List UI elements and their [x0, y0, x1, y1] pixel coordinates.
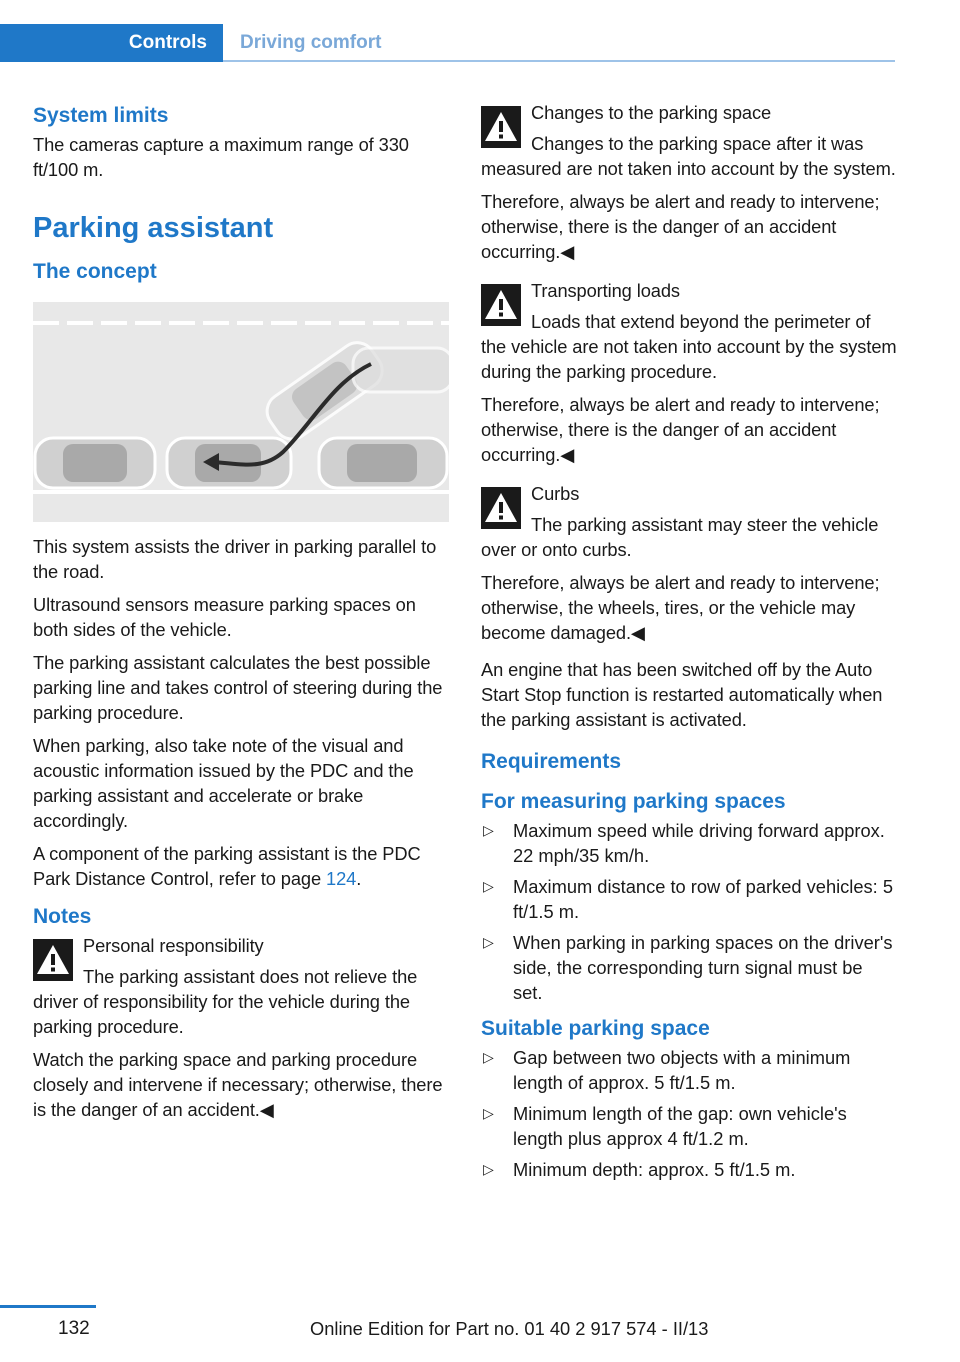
page-header: [0, 24, 895, 62]
warning-followup: Therefore, always be alert and ready to intervene; otherwise, there is the danger of an accident occurring.◀: [481, 394, 880, 465]
warning-changes-to-space: [481, 100, 897, 181]
list-item-text: Minimum depth: approx. 5 ft/1.5 m.: [513, 1159, 796, 1180]
list-item: [481, 1045, 897, 1095]
section-tab[interactable]: Driving comfort: [240, 32, 382, 53]
right-column: [481, 100, 897, 1190]
measuring-heading: For measuring parking spaces: [481, 790, 786, 813]
warning-triangle-icon: [481, 284, 521, 326]
parking-illustration: [33, 302, 449, 522]
header-rule: [223, 60, 895, 62]
page-link[interactable]: 124: [326, 868, 357, 889]
concept-paragraph-1: This system assists the driver in parking parallel to the road.: [33, 536, 437, 582]
system-limits-text: The cameras capture a maximum range of 330 ft/100 m.: [33, 134, 409, 180]
triangle-bullet-icon: ▷: [483, 1105, 494, 1121]
concept-paragraph-2: Ultrasound sensors measure parking spaces on both sides of the vehicle.: [33, 594, 416, 640]
warning-curbs: [481, 481, 897, 562]
list-item-text: Minimum length of the gap: own vehicle's length plus approx 4 ft/1.2 m.: [513, 1103, 847, 1149]
parking-assistant-heading: Parking assistant: [33, 212, 274, 244]
parked-car-right: [319, 438, 447, 488]
list-item: [481, 930, 897, 1005]
triangle-bullet-icon: ▷: [483, 1049, 494, 1065]
edition-text: Online Edition for Part no. 01 40 2 917 574 - II/13: [310, 1318, 709, 1339]
list-item-text: When parking in parking spaces on the driver's side, the corresponding turn signal must be set.: [513, 932, 893, 1003]
warning-title: Curbs: [531, 483, 580, 504]
list-item-text: Maximum speed while driving forward approx. 22 mph/35 km/h.: [513, 820, 885, 866]
suitable-list: [481, 1045, 897, 1182]
warning-text: The parking assistant does not relieve the driver of responsibility for the vehicle during the parking procedure.: [33, 966, 418, 1037]
pdc-reference-text: A component of the parking assistant is the PDC Park Distance Control, refer to page: [33, 843, 421, 889]
warning-text: Changes to the parking space after it was measured are not taken into account by the system.: [481, 133, 896, 179]
list-item-text: Maximum distance to row of parked vehicles: 5 ft/1.5 m.: [513, 876, 894, 922]
auto-start-stop-text: An engine that has been switched off by the Auto Start Stop function is restarted automatically when the parking assistant is activated.: [481, 659, 883, 730]
warning-title: Transporting loads: [531, 280, 680, 301]
warning-followup: Therefore, always be alert and ready to intervene; otherwise, there is the danger of an accident occurring.◀: [481, 191, 880, 262]
list-item: [481, 874, 897, 924]
pdc-reference-period: .: [356, 868, 362, 889]
notes-heading: Notes: [33, 905, 92, 928]
footer-rule: [0, 1305, 96, 1308]
warning-triangle-icon: [33, 939, 73, 981]
triangle-bullet-icon: ▷: [483, 822, 494, 838]
warning-text: Loads that extend beyond the perimeter of the vehicle are not taken into account by the system during the parking procedure.: [481, 311, 897, 382]
requirements-heading: Requirements: [481, 750, 622, 773]
warning-triangle-icon: [481, 106, 521, 148]
warning-transporting-loads: [481, 278, 897, 384]
warning-followup: Therefore, always be alert and ready to intervene; otherwise, the wheels, tires, or the vehicle may become damaged.◀: [481, 572, 880, 643]
page-number: 132: [58, 1318, 90, 1339]
list-item-text: Gap between two objects with a minimum length of approx. 5 ft/1.5 m.: [513, 1047, 851, 1093]
triangle-bullet-icon: ▷: [483, 934, 494, 950]
list-item: [481, 1101, 897, 1151]
parked-car-left: [35, 438, 155, 488]
warning-title: Personal responsibility: [83, 935, 264, 956]
warning-followup: Watch the parking space and parking procedure closely and intervene if necessary; otherwise, there is the danger of an accident.◀: [33, 1049, 443, 1120]
left-column: [33, 100, 449, 1130]
concept-paragraph-3: The parking assistant calculates the best possible parking line and takes control of steering during the parking procedure.: [33, 652, 443, 723]
triangle-bullet-icon: ▷: [483, 878, 494, 894]
warning-title: Changes to the parking space: [531, 102, 772, 123]
suitable-space-heading: Suitable parking space: [481, 1017, 710, 1040]
parking-diagram: [33, 302, 449, 522]
system-limits-heading: System limits: [33, 104, 169, 127]
concept-paragraph-5: [33, 841, 449, 891]
chapter-tab[interactable]: Controls: [0, 24, 223, 62]
warning-triangle-icon: [481, 487, 521, 529]
warning-personal-responsibility: [33, 933, 449, 1039]
concept-heading: The concept: [33, 260, 157, 283]
concept-paragraph-4: When parking, also take note of the visual and acoustic information issued by the PDC and the parking assistant and accelerate or brake accordingly.: [33, 735, 414, 831]
triangle-bullet-icon: ▷: [483, 1161, 494, 1177]
list-item: [481, 818, 897, 868]
list-item: [481, 1157, 897, 1182]
measuring-list: [481, 818, 897, 1005]
warning-text: The parking assistant may steer the vehicle over or onto curbs.: [481, 514, 879, 560]
